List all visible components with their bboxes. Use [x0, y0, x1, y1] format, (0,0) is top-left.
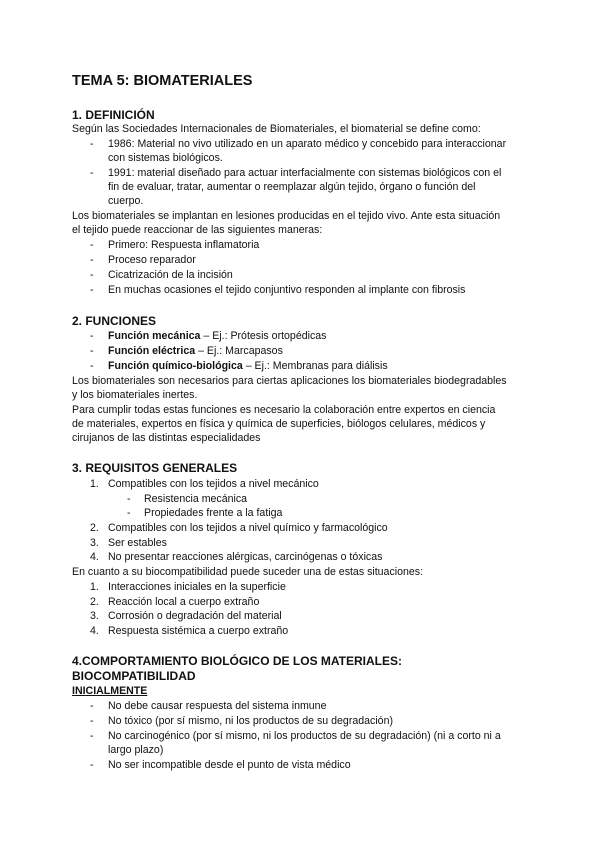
section-4-heading-line1: 4.COMPORTAMIENTO BIOLÓGICO DE LOS MATERIALES: — [72, 654, 403, 668]
s2-para2-line3: cirujanos de las distintas especialidades — [72, 432, 261, 444]
s4-item-3-line2: largo plazo) — [108, 744, 164, 756]
bullet-dash: - — [127, 507, 131, 519]
bullet-dash: - — [90, 167, 94, 179]
list-number: 2. — [90, 596, 99, 608]
s2-para2-line2: de materiales, expertos en física y química de superficies, biólogos celulares, médicos y — [72, 418, 486, 430]
bullet-dash: - — [90, 330, 94, 342]
list-number: 3. — [90, 610, 99, 622]
s1-reaction-1: Primero: Respuesta inflamatoria — [108, 239, 260, 251]
bullet-dash: - — [90, 759, 94, 771]
s1-para-line1: Los biomateriales se implantan en lesiones producidas en el tejido vivo. Ante esta situación — [72, 210, 501, 222]
s3-situation-1: Interacciones iniciales en la superficie — [108, 581, 286, 593]
s3-situation-3: Corrosión o degradación del material — [108, 610, 282, 622]
s3-para: En cuanto a su biocompatibilidad puede suceder una de estas situaciones: — [72, 566, 424, 578]
section-1-heading: 1. DEFINICIÓN — [72, 108, 155, 122]
list-number: 1. — [90, 581, 99, 593]
s1-item2-line2: fin de evaluar, tratar, aumentar o reemplazar algún tejido, órgano o función del — [108, 181, 476, 193]
function-example: – Ej.: Prótesis ortopédicas — [200, 330, 327, 342]
section-3-heading: 3. REQUISITOS GENERALES — [72, 461, 238, 475]
list-number: 2. — [90, 522, 99, 534]
s4-item-3-line1: No carcinogénico (por sí mismo, ni los productos de su degradación) (ni a corto ni a — [108, 730, 501, 742]
list-number: 1. — [90, 478, 99, 490]
doc-title: TEMA 5: BIOMATERIALES — [72, 73, 253, 89]
s1-reaction-2: Proceso reparador — [108, 254, 196, 266]
s2-para1-line2: y los biomateriales inertes. — [72, 389, 198, 401]
s1-reaction-3: Cicatrización de la incisión — [108, 269, 233, 281]
function-label: Función químico-biológica — [108, 360, 243, 372]
bullet-dash: - — [90, 284, 94, 296]
list-number: 4. — [90, 625, 99, 637]
bullet-dash: - — [90, 138, 94, 150]
bullet-dash: - — [90, 715, 94, 727]
bullet-dash: - — [90, 254, 94, 266]
function-label: Función mecánica — [108, 330, 201, 342]
s3-requirement-3: Ser estables — [108, 537, 167, 549]
s2-function-2 — [108, 344, 283, 359]
s3-situation-2: Reacción local a cuerpo extraño — [108, 596, 260, 608]
section-4-heading-line2: BIOCOMPATIBILIDAD — [72, 669, 196, 683]
s2-para2-line1: Para cumplir todas estas funciones es necesario la colaboración entre expertos en ciencia — [72, 404, 496, 416]
s3-req1-sub-2: Propiedades frente a la fatiga — [144, 507, 283, 519]
s2-para1-line1: Los biomateriales son necesarios para ciertas aplicaciones los biomateriales biodegradables — [72, 375, 507, 387]
s3-requirement-4: No presentar reacciones alérgicas, carcinógenas o tóxicas — [108, 551, 383, 563]
s3-situation-4: Respuesta sistémica a cuerpo extraño — [108, 625, 289, 637]
list-number: 4. — [90, 551, 99, 563]
s1-item1-line1: 1986: Material no vivo utilizado en un aparato médico y concebido para interaccionar — [108, 138, 507, 150]
section-2-heading: 2. FUNCIONES — [72, 314, 157, 328]
s2-function-3 — [108, 359, 388, 374]
function-label: Función eléctrica — [108, 345, 196, 357]
s1-intro: Según las Sociedades Internacionales de Biomateriales, el biomaterial se define como: — [72, 123, 481, 135]
s4-item-4: No ser incompatible desde el punto de vista médico — [108, 759, 351, 771]
s1-reaction-4: En muchas ocasiones el tejido conjuntivo responden al implante con fibrosis — [108, 284, 466, 296]
s2-function-1 — [108, 329, 326, 344]
bullet-dash: - — [90, 345, 94, 357]
s1-para-line2: el tejido puede reaccionar de las siguientes maneras: — [72, 224, 323, 236]
list-number: 3. — [90, 537, 99, 549]
bullet-dash: - — [90, 239, 94, 251]
bullet-dash: - — [90, 360, 94, 372]
s3-requirement-2: Compatibles con los tejidos a nivel químico y farmacológico — [108, 522, 388, 534]
s1-item2-line1: 1991: material diseñado para actuar interfacialmente con sistemas biológicos con el — [108, 167, 502, 179]
s3-requirement-1: Compatibles con los tejidos a nivel mecánico — [108, 478, 319, 490]
s3-req1-sub-1: Resistencia mecánica — [144, 493, 248, 505]
s1-item2-line3: cuerpo. — [108, 195, 144, 207]
bullet-dash: - — [90, 269, 94, 281]
s4-subheading: INICIALMENTE — [72, 685, 148, 697]
s1-item1-line2: con sistemas biológicos. — [108, 152, 223, 164]
function-example: – Ej.: Marcapasos — [195, 345, 283, 357]
s4-item-2: No tóxico (por sí mismo, ni los productos de su degradación) — [108, 715, 393, 727]
function-example: – Ej.: Membranas para diálisis — [242, 360, 388, 372]
bullet-dash: - — [127, 493, 131, 505]
bullet-dash: - — [90, 700, 94, 712]
s4-item-1: No debe causar respuesta del sistema inmune — [108, 700, 327, 712]
bullet-dash: - — [90, 730, 94, 742]
